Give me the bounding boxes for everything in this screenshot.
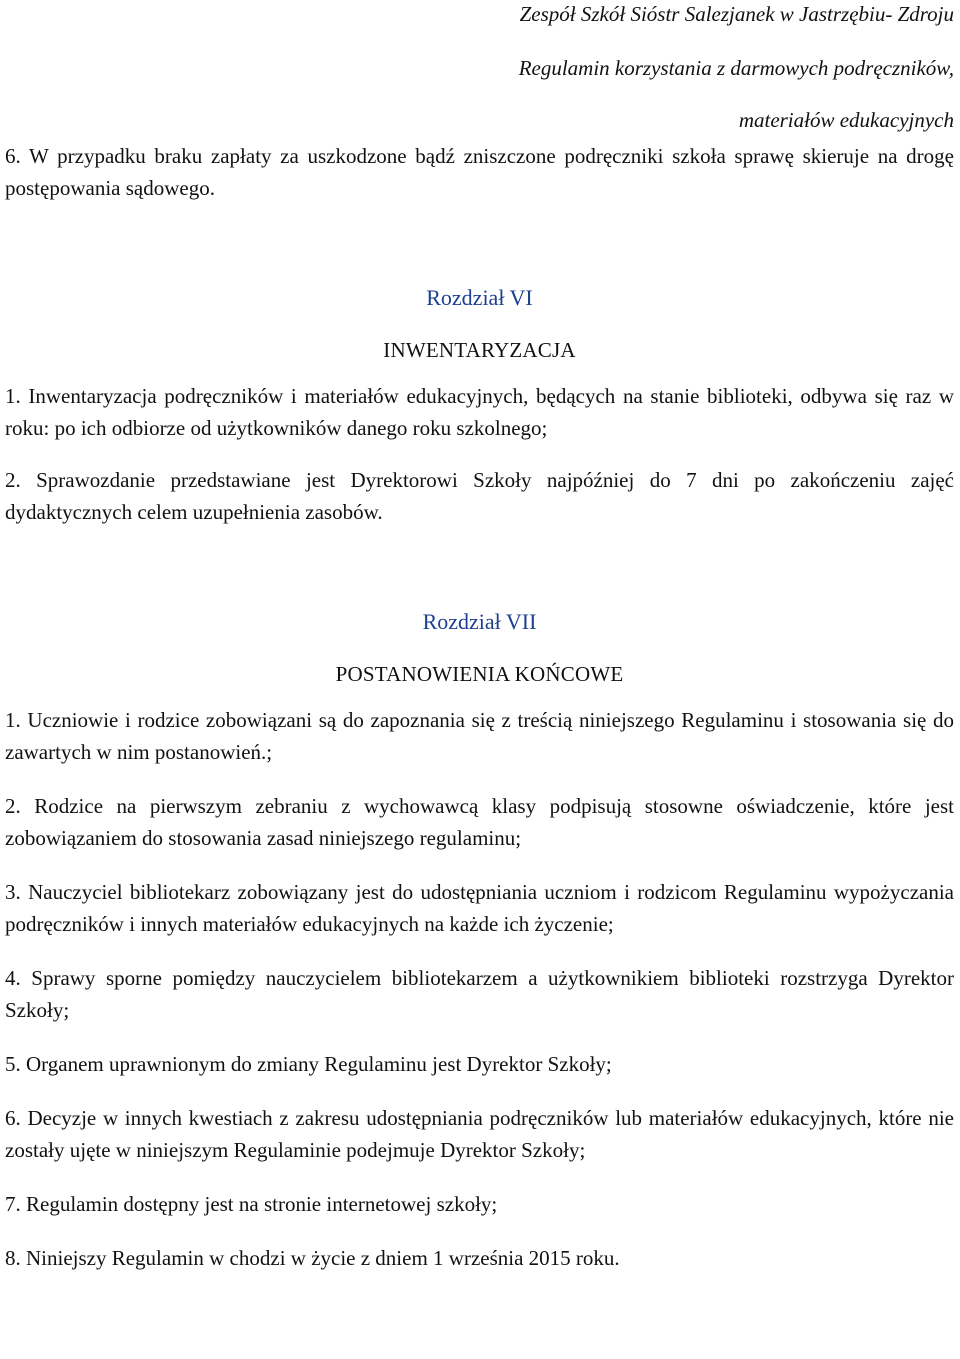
chapter-6-item-2: 2. Sprawozdanie przedstawiane jest Dyrektorowi Szkoły najpóźniej do 7 dni po zakończeniu zajęć dydaktycznych celem uzupełnienia zasobów. xyxy=(5,468,954,524)
chapter-6-item-1: 1. Inwentaryzacja podręczników i materiałów edukacyjnych, będących na stanie biblioteki, odbywa się raz w roku: po ich odbiorze od użytkowników danego roku szkolnego; xyxy=(5,384,954,440)
chapter-7-item-3: 3. Nauczyciel bibliotekarz zobowiązany jest do udostępniania uczniom i rodzicom Regulaminu wypożyczania podręczników i innych materiałów edukacyjnych na każde ich życzenie; xyxy=(5,880,954,936)
paragraph-intro-6: 6. W przypadku braku zapłaty za uszkodzone bądź zniszczone podręczniki szkoła sprawę skieruje na drogę postępowania sądowego. xyxy=(5,144,954,200)
chapter-7-item-7: 7. Regulamin dostępny jest na stronie internetowej szkoły; xyxy=(5,1192,498,1216)
chapter-7-title: Rozdział VII xyxy=(422,609,537,634)
header-document-title: Regulamin korzystania z darmowych podręczników, xyxy=(518,56,954,80)
chapter-7-item-5: 5. Organem uprawnionym do zmiany Regulaminu jest Dyrektor Szkoły; xyxy=(5,1052,612,1076)
chapter-7-item-2: 2. Rodzice na pierwszym zebraniu z wychowawcą klasy podpisują stosowne oświadczenie, które jest zobowiązaniem do stosowania zasad niniejszego regulaminu; xyxy=(5,794,954,850)
chapter-7-item-6: 6. Decyzje w innych kwestiach z zakresu udostępniania podręczników lub materiałów edukacyjnych, które nie zostały ujęte w niniejszym Regulaminie podejmuje Dyrektor Szkoły; xyxy=(5,1106,954,1162)
chapter-7-item-1: 1. Uczniowie i rodzice zobowiązani są do zapoznania się z treścią niniejszego Regulaminu i stosowania się do zawartych w nim postanowień.; xyxy=(5,708,954,764)
header-document-title-cont: materiałów edukacyjnych xyxy=(738,108,954,132)
header-school-name: Zespół Szkół Sióstr Salezjanek w Jastrzębiu- Zdroju xyxy=(519,2,954,26)
chapter-7-item-4: 4. Sprawy sporne pomiędzy nauczycielem bibliotekarzem a użytkownikiem biblioteki rozstrzyga Dyrektor Szkoły; xyxy=(5,966,954,1022)
chapter-6-title: Rozdział VI xyxy=(426,285,533,310)
chapter-6-subtitle: INWENTARYZACJA xyxy=(383,338,576,362)
chapter-7-item-8: 8. Niniejszy Regulamin w chodzi w życie z dniem 1 września 2015 roku. xyxy=(5,1246,620,1270)
chapter-7-subtitle: POSTANOWIENIA KOŃCOWE xyxy=(335,662,624,686)
